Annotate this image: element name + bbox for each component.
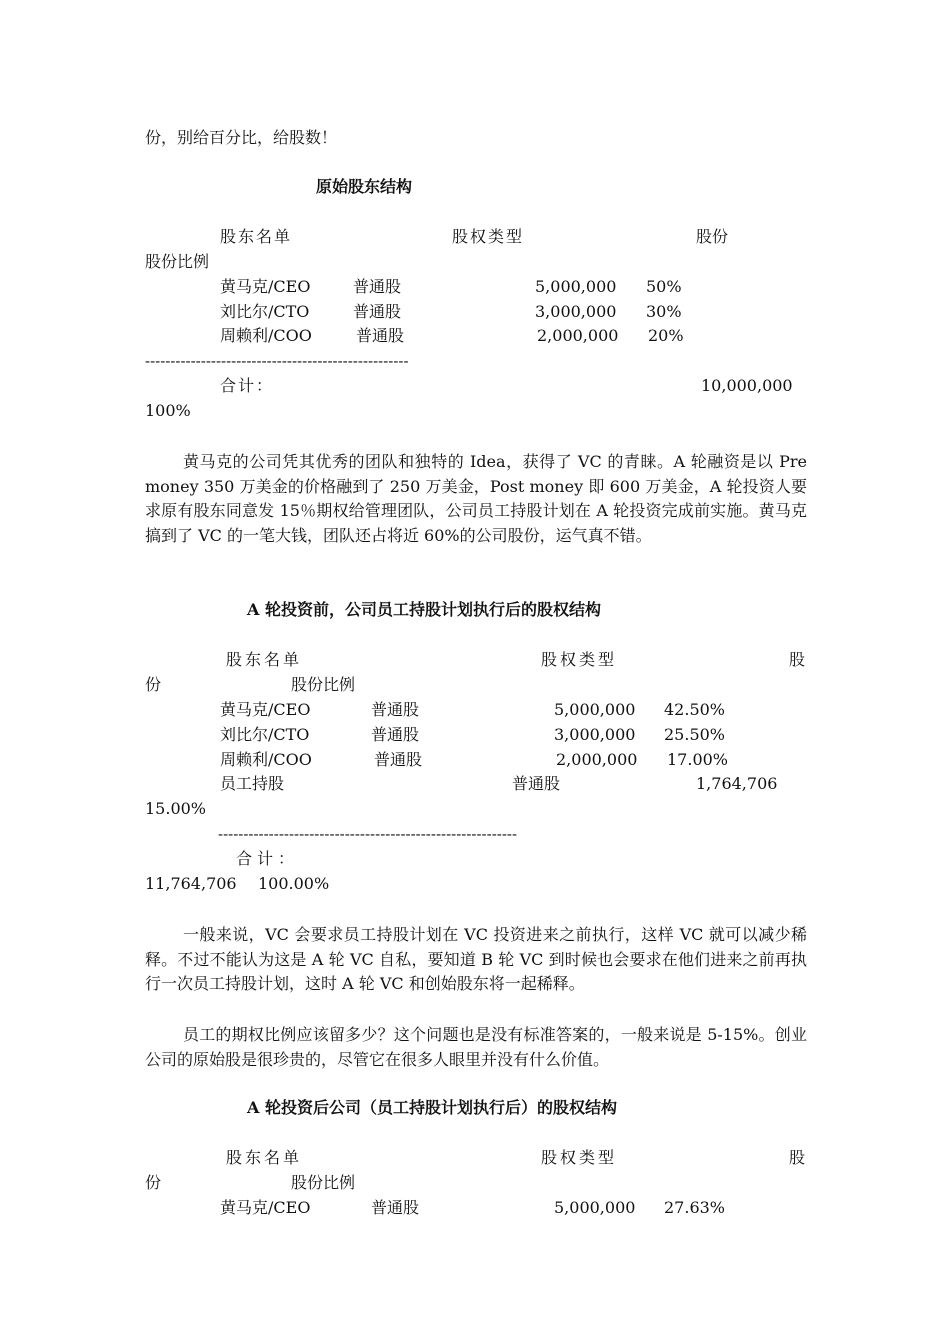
paragraph-1: 黄马克的公司凭其优秀的团队和独特的 Idea，获得了 VC 的青睐。A 轮融资是以 Pre money 350 万美金的价格融到了 250 万美金，Post money 即 600 万美金，A 轮投资人要求原有股东同意发 15％期权给管理团队，公司员工持股计划在 A 轮投资完成前实施。黄马克搞到了 VC 的一笔大钱，团队还占将近 60%的公司股份，运气真不错。 [145, 452, 807, 545]
table2-cell-type: 普通股 [374, 750, 423, 769]
table1-cell-name: 黄马克/CEO [220, 277, 311, 296]
table1-header-type: 股权类型 [452, 227, 525, 246]
table2-cell-name: 员工持股 [220, 774, 285, 793]
table2-cell-type: 普通股 [512, 774, 561, 793]
table2-cell-shares: 1,764,706 [696, 774, 778, 793]
table3-cell-ratio: 27.63% [664, 1198, 726, 1217]
table2-cell-type: 普通股 [371, 700, 420, 719]
table1-cell-type: 普通股 [353, 302, 402, 321]
table1-cell-ratio: 50% [646, 277, 682, 296]
table1-cell-name: 刘比尔/CTO [220, 302, 310, 321]
table1-cell-shares: 3,000,000 [535, 302, 617, 321]
table2-header-shares-cont: 份 [145, 675, 162, 694]
table2-cell-name: 刘比尔/CTO [220, 725, 310, 744]
table2-cell-shares: 3,000,000 [554, 725, 636, 744]
table3-cell-type: 普通股 [371, 1198, 420, 1217]
table2-cell-name: 周赖利/COO [220, 750, 312, 769]
paragraph-2: 一般来说，VC 会要求员工持股计划在 VC 投资进来之前执行，这样 VC 就可以减少稀释。不过不能认为这是 A 轮 VC 自私，要知道 B 轮 VC 到时候也会要求在他们进来之前再执行一次员工持股计划，这时 A 轮 VC 和创始股东将一起稀释。 [145, 925, 807, 993]
table3-header-name: 股东名单 [226, 1148, 303, 1167]
table1-header-shares: 股份 [696, 227, 729, 246]
table2-cell-shares: 5,000,000 [554, 700, 636, 719]
table2-header-ratio: 股份比例 [291, 675, 356, 694]
table1-cell-shares: 2,000,000 [537, 326, 619, 345]
table2-total-ratio: 100.00% [258, 874, 330, 893]
table2-cell-ratio: 15.00% [145, 799, 207, 818]
table2-cell-ratio: 17.00% [667, 750, 729, 769]
table2-header-name: 股东名单 [226, 650, 303, 669]
intro-line: 份，别给百分比，给股数！ [145, 128, 338, 147]
table3-header-ratio: 股份比例 [291, 1173, 356, 1192]
paragraph-3: 员工的期权比例应该留多少？这个问题也是没有标准答案的，一般来说是 5-15%。创业公司的原始股是很珍贵的，尽管它在很多人眼里并没有什么价值。 [145, 1025, 807, 1069]
table1-cell-type: 普通股 [353, 277, 402, 296]
table2-cell-name: 黄马克/CEO [220, 700, 311, 719]
table1-cell-ratio: 30% [646, 302, 682, 321]
table2-total-shares: 11,764,706 [145, 874, 237, 893]
table2-divider: ----------------------------------------------------------- [218, 825, 518, 843]
table2-title: A 轮投资前，公司员工持股计划执行后的股权结构 [247, 600, 601, 619]
table2-total-label: 合计： [236, 849, 300, 868]
table1-header-name: 股东名单 [220, 227, 293, 246]
table1-total-ratio: 100% [145, 401, 191, 420]
table2-header-shares: 股 [789, 650, 806, 669]
table3-cell-name: 黄马克/CEO [220, 1198, 311, 1217]
table1-total-label: 合计： [220, 376, 275, 395]
table3-header-shares-cont: 份 [145, 1173, 162, 1192]
table1-header-ratio: 股份比例 [145, 252, 210, 271]
table2-header-type: 股权类型 [541, 650, 618, 669]
table3-title: A 轮投资后公司（员工持股计划执行后）的股权结构 [247, 1098, 617, 1117]
table1-divider: ---------------------------------------------------- [145, 352, 409, 370]
table3-header-type: 股权类型 [541, 1148, 618, 1167]
table3-cell-shares: 5,000,000 [554, 1198, 636, 1217]
table2-cell-ratio: 25.50% [664, 725, 726, 744]
table3-header-shares: 股 [789, 1148, 806, 1167]
table2-cell-shares: 2,000,000 [556, 750, 638, 769]
table1-total-shares: 10,000,000 [701, 376, 793, 395]
table1-title: 原始股东结构 [316, 177, 413, 196]
table1-cell-ratio: 20% [648, 326, 684, 345]
table1-cell-shares: 5,000,000 [535, 277, 617, 296]
table2-cell-type: 普通股 [371, 725, 420, 744]
table2-cell-ratio: 42.50% [664, 700, 726, 719]
table1-cell-name: 周赖利/COO [220, 326, 312, 345]
table1-cell-type: 普通股 [356, 326, 405, 345]
